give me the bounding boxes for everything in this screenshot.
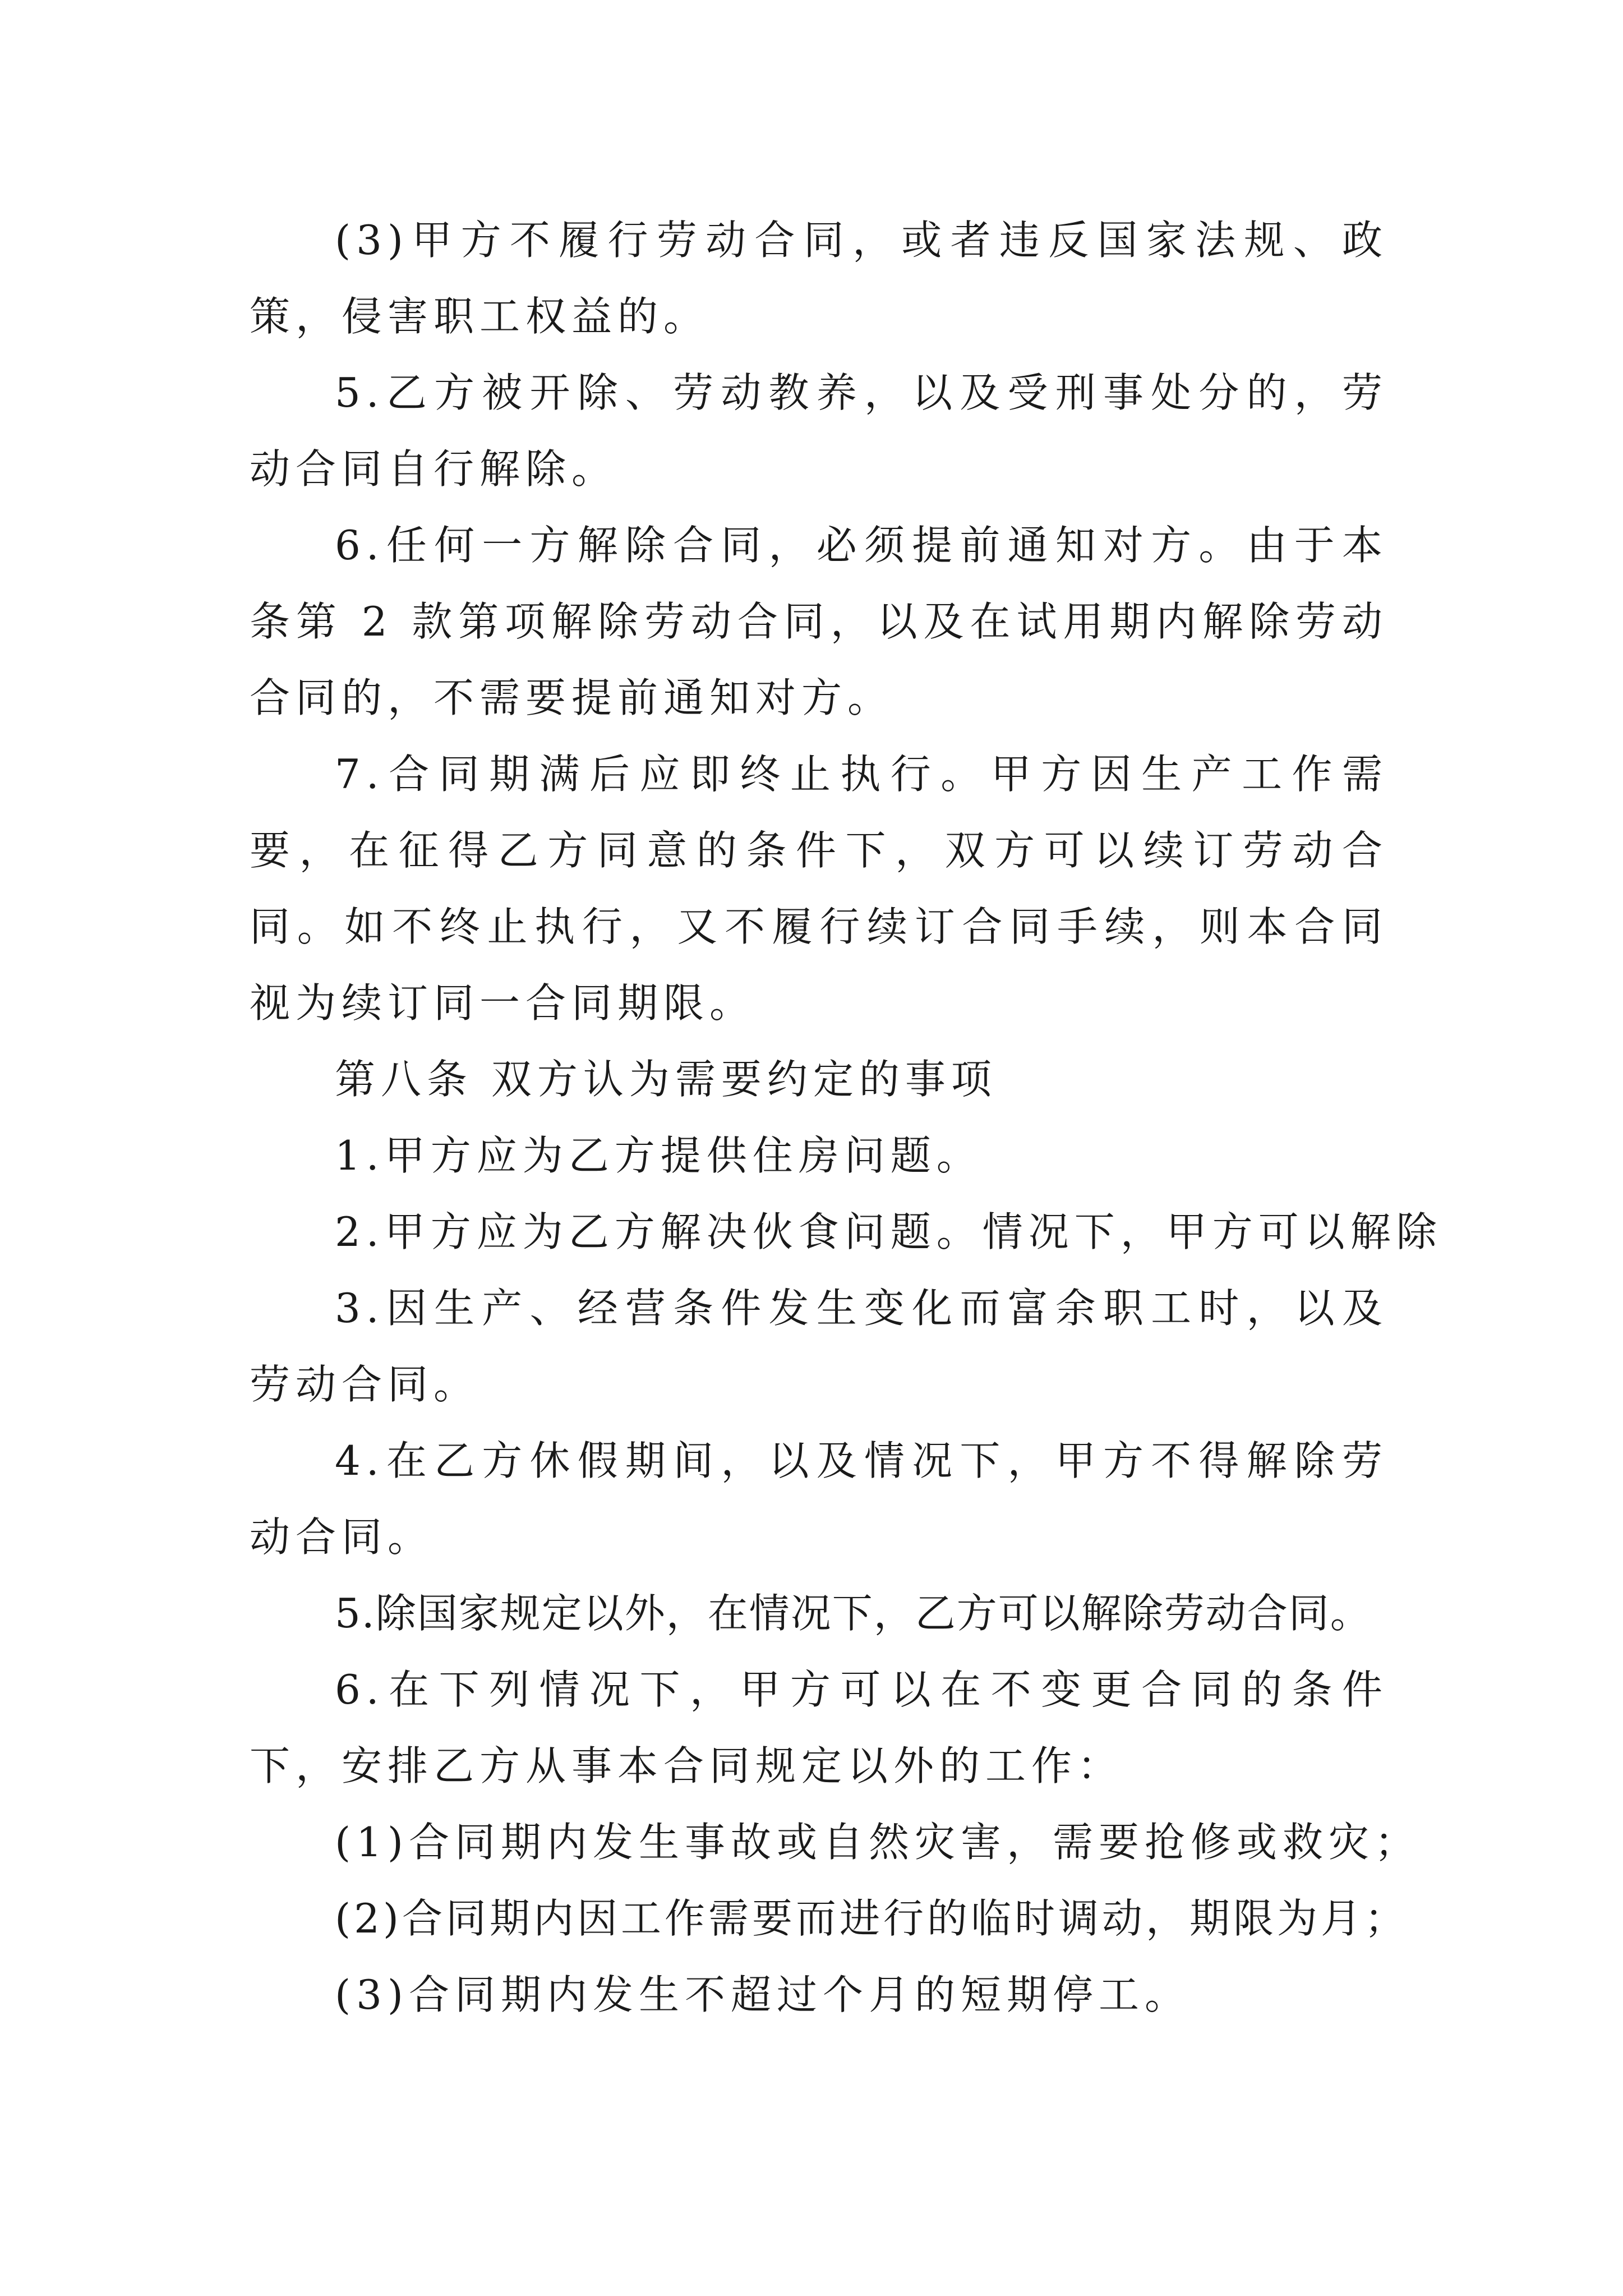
paragraph-item-1: 1.甲方应为乙方提供住房问题。: [335, 1132, 983, 1179]
paragraph-item-5: 5.除国家规定以外，在情况下，乙方可以解除劳动合同。: [335, 1590, 1372, 1637]
paragraph-item-4: 4.在乙方休假期间，以及情况下，甲方不得解除劳动合同。: [250, 1437, 1388, 1561]
paragraph-item-2: 2.甲方应为乙方解决伙食问题。情况下，甲方可以解除: [335, 1208, 1442, 1255]
paragraph-subitem-2: (2)合同期内因工作需要而进行的临时调动，期限为月；: [335, 1895, 1408, 1942]
paragraph-subitem-3: (3)合同期内发生不超过个月的短期停工。: [335, 1971, 1191, 2018]
paragraph-clause-5: 5.乙方被开除、劳动教养，以及受刑事处分的，劳动合同自行解除。: [250, 369, 1388, 493]
paragraph-subitem-1: (1)合同期内发生事故或自然灾害，需要抢修或救灾；: [335, 1819, 1421, 1866]
paragraph-clause-7: 7.合同期满后应即终止执行。甲方因生产工作需要，在征得乙方同意的条件下，双方可以续订劳动合同。如不终止执行，又不履行续订合同手续，则本合同视为续订同一合同期限。: [250, 751, 1388, 1027]
paragraph-item-3: 3.因生产、经营条件发生变化而富余职工时，以及劳动合同。: [250, 1285, 1388, 1408]
document-body: [250, 202, 1442, 2033]
paragraph-item-6: 6.在下列情况下，甲方可以在不变更合同的条件下，安排乙方从事本合同规定以外的工作：: [250, 1666, 1388, 1789]
section-heading-article-8: 第八条 双方认为需要约定的事项: [335, 1056, 997, 1103]
paragraph-clause-6: 6.任何一方解除合同，必须提前通知对方。由于本条第 2 款第项解除劳动合同，以及在试用期内解除劳动合同的，不需要提前通知对方。: [250, 522, 1388, 721]
paragraph-clause-4-3: (3)甲方不履行劳动合同，或者违反国家法规、政策，侵害职工权益的。: [250, 217, 1388, 340]
